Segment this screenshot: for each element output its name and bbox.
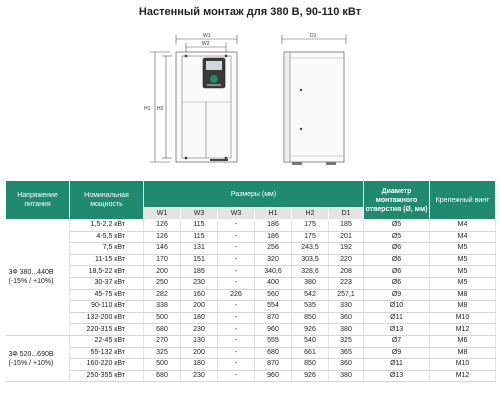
table-cell: 185 (181, 266, 218, 278)
table-cell: M12 (430, 370, 496, 382)
voltage-group-label: 3Ф 520...690В (-15% / +10%) (6, 335, 70, 381)
table-row (6, 243, 496, 255)
table-cell: Ø13 (364, 324, 430, 336)
table-cell: 325 (329, 335, 364, 347)
table-cell: 230 (181, 324, 218, 336)
table-cell: M4 (430, 231, 496, 243)
table-cell: 208 (329, 266, 364, 278)
table-cell: 360 (329, 312, 364, 324)
table-cell: M8 (430, 301, 496, 313)
drawing-svg (0, 22, 500, 172)
table-cell: - (218, 312, 255, 324)
table-cell: 870 (255, 359, 292, 371)
table-cell: 115 (181, 220, 218, 232)
table-cell: 256 (255, 243, 292, 255)
power-cell: 220-315 кВт (70, 324, 144, 336)
table-cell: 330 (329, 301, 364, 313)
subheader-d1: D1 (329, 208, 364, 220)
table-cell: M4 (430, 220, 496, 232)
table-cell: 175 (292, 231, 329, 243)
table-row (6, 324, 496, 336)
table-cell: 170 (144, 254, 181, 266)
specifications-table (5, 180, 496, 382)
power-cell: 90-110 кВт (70, 301, 144, 313)
table-cell: M5 (430, 243, 496, 255)
header-screw: Крепежный винт (430, 181, 496, 220)
power-cell: 160-220 кВт (70, 359, 144, 371)
table-cell: M5 (430, 254, 496, 266)
table-cell: 320 (255, 254, 292, 266)
table-cell: - (218, 335, 255, 347)
table-cell: 186 (255, 231, 292, 243)
power-cell: 4-5,5 кВт (70, 231, 144, 243)
table-cell: 250 (144, 277, 181, 289)
table-cell: 200 (181, 301, 218, 313)
table-cell: 535 (292, 301, 329, 313)
table-cell: M10 (430, 312, 496, 324)
table-cell: 365 (329, 347, 364, 359)
table-cell: 340,6 (255, 266, 292, 278)
table-cell: 223 (329, 277, 364, 289)
table-cell: 926 (292, 370, 329, 382)
label-h1: H1 (144, 106, 151, 112)
table-cell: M8 (430, 289, 496, 301)
table-cell: 230 (181, 370, 218, 382)
table-cell: 130 (181, 335, 218, 347)
table-cell: - (218, 220, 255, 232)
table-cell: 400 (255, 277, 292, 289)
label-w2: W2 (202, 41, 210, 47)
table-cell: 325 (144, 347, 181, 359)
subheader-w1: W1 (144, 208, 181, 220)
power-cell: 30-37 кВт (70, 277, 144, 289)
table-cell: 926 (292, 324, 329, 336)
side-view (282, 35, 346, 165)
table-cell: 201 (329, 231, 364, 243)
table-cell: 131 (181, 243, 218, 255)
table-cell: 186 (255, 220, 292, 232)
table-cell: 151 (181, 254, 218, 266)
table-cell: Ø5 (364, 231, 430, 243)
table-cell: 380 (292, 277, 329, 289)
table-cell: - (218, 347, 255, 359)
table-cell: 303,5 (292, 254, 329, 266)
table-cell: 500 (144, 359, 181, 371)
table-cell: 270 (144, 335, 181, 347)
table-cell: M6 (430, 335, 496, 347)
table-cell: M10 (430, 359, 496, 371)
header-power: Номинальная мощность (70, 181, 144, 220)
power-cell: 11-15 кВт (70, 254, 144, 266)
header-dimensions: Размеры (мм) (144, 181, 364, 208)
table-cell: Ø6 (364, 243, 430, 255)
table-cell: M12 (430, 324, 496, 336)
table-cell: - (218, 243, 255, 255)
table-cell: 220 (329, 254, 364, 266)
table-cell: 226 (218, 289, 255, 301)
table-cell: 257,1 (329, 289, 364, 301)
table-cell: Ø9 (364, 347, 430, 359)
label-d1: D1 (310, 33, 317, 39)
table-cell: - (218, 301, 255, 313)
table-cell: M5 (430, 277, 496, 289)
table-cell: Ø10 (364, 301, 430, 313)
table-cell: 554 (255, 301, 292, 313)
header-hole-diameter: Диаметр монтажного отверстия (Ø, мм) (364, 181, 430, 220)
table-row (6, 312, 496, 324)
table-cell: 126 (144, 231, 181, 243)
front-view (150, 35, 237, 162)
table-cell: 185 (329, 220, 364, 232)
label-w1: W1 (203, 33, 211, 39)
table-cell: 850 (292, 359, 329, 371)
table-cell: M5 (430, 266, 496, 278)
table-cell: Ø11 (364, 359, 430, 371)
power-cell: 18,5-22 кВт (70, 266, 144, 278)
table-cell: 560 (255, 289, 292, 301)
table-cell: Ø13 (364, 370, 430, 382)
table-cell: 180 (181, 359, 218, 371)
power-cell: 1,5-2,2 кВт (70, 220, 144, 232)
subheader-w3: W3 (181, 208, 218, 220)
power-cell: 132-200 кВт (70, 312, 144, 324)
power-cell: 250-355 кВт (70, 370, 144, 382)
table-cell: - (218, 231, 255, 243)
table-cell: Ø5 (364, 220, 430, 232)
table-cell: 680 (255, 347, 292, 359)
table-row (6, 359, 496, 371)
table-cell: Ø9 (364, 289, 430, 301)
table-row (6, 347, 496, 359)
table-cell: 243,5 (292, 243, 329, 255)
table-cell: 115 (181, 231, 218, 243)
table-cell: - (218, 277, 255, 289)
table-cell: 282 (144, 289, 181, 301)
table-row (6, 254, 496, 266)
table-cell: 540 (292, 335, 329, 347)
table-cell: 146 (144, 243, 181, 255)
table-row (6, 220, 496, 232)
table-cell: 192 (329, 243, 364, 255)
table-cell: - (218, 324, 255, 336)
page-title: Настенный монтаж для 380 В, 90-110 кВт (138, 6, 362, 18)
power-cell: 22-45 кВт (70, 335, 144, 347)
table-cell: 661 (292, 347, 329, 359)
table-cell: 230 (181, 277, 218, 289)
voltage-group-label: 3Ф 380...440В (-15% / +10%) (6, 220, 70, 336)
table-cell: 960 (255, 324, 292, 336)
table-row (6, 370, 496, 382)
table-cell: 555 (255, 335, 292, 347)
table-cell: Ø6 (364, 266, 430, 278)
table-cell: 850 (292, 312, 329, 324)
table-cell: 160 (181, 289, 218, 301)
table-cell: - (218, 370, 255, 382)
power-cell: 55-132 кВт (70, 347, 144, 359)
table-cell: Ø6 (364, 254, 430, 266)
table-cell: 870 (255, 312, 292, 324)
table-cell: Ø7 (364, 335, 430, 347)
table-cell: - (218, 254, 255, 266)
subheader-h2: H2 (292, 208, 329, 220)
table-cell: 542 (292, 289, 329, 301)
table-cell: M8 (430, 347, 496, 359)
table-row (6, 289, 496, 301)
power-cell: 45-75 кВт (70, 289, 144, 301)
table-cell: 360 (329, 359, 364, 371)
table-cell: 175 (292, 220, 329, 232)
table-row (6, 231, 496, 243)
subheader-w3-second: W3 (218, 208, 255, 220)
header-voltage: Напряжение питания (6, 181, 70, 220)
table-body (6, 220, 496, 382)
table-cell: 200 (144, 266, 181, 278)
table-cell: 500 (144, 312, 181, 324)
table-row (6, 266, 496, 278)
table-cell: 200 (181, 347, 218, 359)
table-cell: 680 (144, 324, 181, 336)
table-cell: 328,6 (292, 266, 329, 278)
table-row (6, 277, 496, 289)
table-cell: 380 (329, 324, 364, 336)
dimension-drawing (0, 22, 500, 172)
subheader-h1: H1 (255, 208, 292, 220)
power-cell: 7,5 кВт (70, 243, 144, 255)
table-cell: Ø6 (364, 277, 430, 289)
table-cell: Ø11 (364, 312, 430, 324)
table-cell: 960 (255, 370, 292, 382)
table-row (6, 301, 496, 313)
table-cell: 380 (329, 370, 364, 382)
label-h2: H2 (157, 106, 164, 112)
table-row (6, 335, 496, 347)
table-cell: - (218, 266, 255, 278)
table-cell: 126 (144, 220, 181, 232)
table-cell: - (218, 359, 255, 371)
table-cell: 338 (144, 301, 181, 313)
table-cell: 680 (144, 370, 181, 382)
table-cell: 180 (181, 312, 218, 324)
